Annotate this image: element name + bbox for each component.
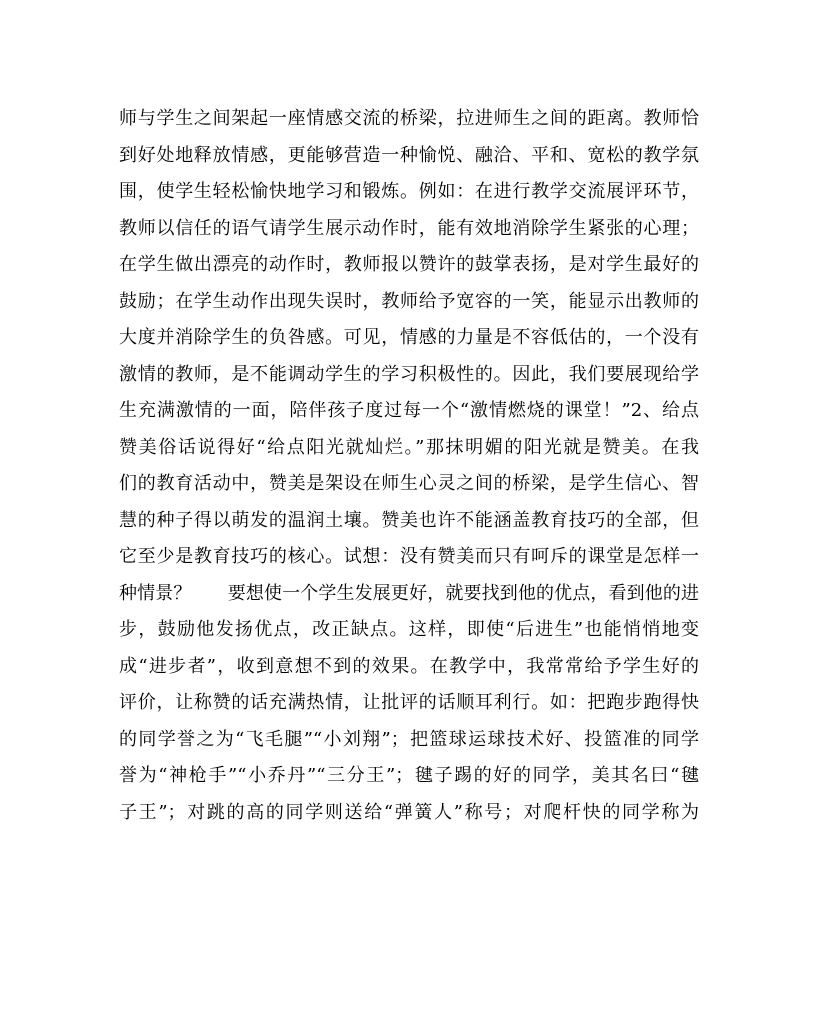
text-line: 到好处地释放情感，更能够营造一种愉悦、融洽、平和、宽松的教学氛 bbox=[119, 144, 699, 166]
text-line: 围，使学生轻松愉快地学习和锻炼。例如：在进行教学交流展评环节， bbox=[119, 181, 699, 202]
text-line: 评价，让称赞的话充满热情，让批评的话顺耳利行。如：把跑步跑得快 bbox=[119, 692, 699, 713]
text-line: 大度并消除学生的负咎感。可见，情感的力量是不容低估的，一个没有 bbox=[119, 327, 699, 348]
text-line: 的同学誉之为“飞毛腿”“小刘翔”；把篮球运球技术好、投篮准的同学 bbox=[119, 728, 699, 750]
text-line: 步，鼓励他发扬优点，改正缺点。这样，即使“后进生”也能悄悄地变 bbox=[119, 619, 699, 640]
text-line: 它至少是教育技巧的核心。试想：没有赞美而只有呵斥的课堂是怎样一 bbox=[119, 546, 699, 567]
text-line: 们的教育活动中，赞美是架设在师生心灵之间的桥梁，是学生信心、智 bbox=[119, 473, 699, 494]
text-line: 生充满激情的一面，陪伴孩子度过每一个“激情燃烧的课堂！”2、给点 bbox=[119, 400, 699, 421]
text-line: 子王”；对跳的高的同学则送给“弹簧人”称号；对爬杆快的同学称为 bbox=[119, 801, 699, 823]
text-line: 成“进步者”，收到意想不到的效果。在教学中，我常常给予学生好的 bbox=[119, 655, 699, 677]
body-text bbox=[119, 101, 699, 831]
text-line: 教师以信任的语气请学生展示动作时，能有效地消除学生紧张的心理； bbox=[119, 217, 699, 239]
text-line: 种情景？ 要想使一个学生发展更好，就要找到他的优点，看到他的进 bbox=[119, 582, 699, 604]
text-line: 慧的种子得以萌发的温润土壤。赞美也许不能涵盖教育技巧的全部，但 bbox=[119, 509, 699, 531]
text-line: 鼓励；在学生动作出现失误时，教师给予宽容的一笑，能显示出教师的 bbox=[119, 290, 699, 312]
text-line: 激情的教师，是不能调动学生的学习积极性的。因此，我们要展现给学 bbox=[119, 363, 699, 385]
text-line: 师与学生之间架起一座情感交流的桥梁，拉进师生之间的距离。教师恰 bbox=[119, 108, 699, 129]
text-line: 誉为“神枪手”“小乔丹”“三分王”；毽子踢的好的同学，美其名曰“毽 bbox=[119, 765, 699, 786]
text-line: 在学生做出漂亮的动作时，教师报以赞许的鼓掌表扬，是对学生最好的 bbox=[119, 254, 699, 275]
text-line: 赞美俗话说得好“给点阳光就灿烂。”那抹明媚的阳光就是赞美。在我 bbox=[119, 436, 699, 458]
